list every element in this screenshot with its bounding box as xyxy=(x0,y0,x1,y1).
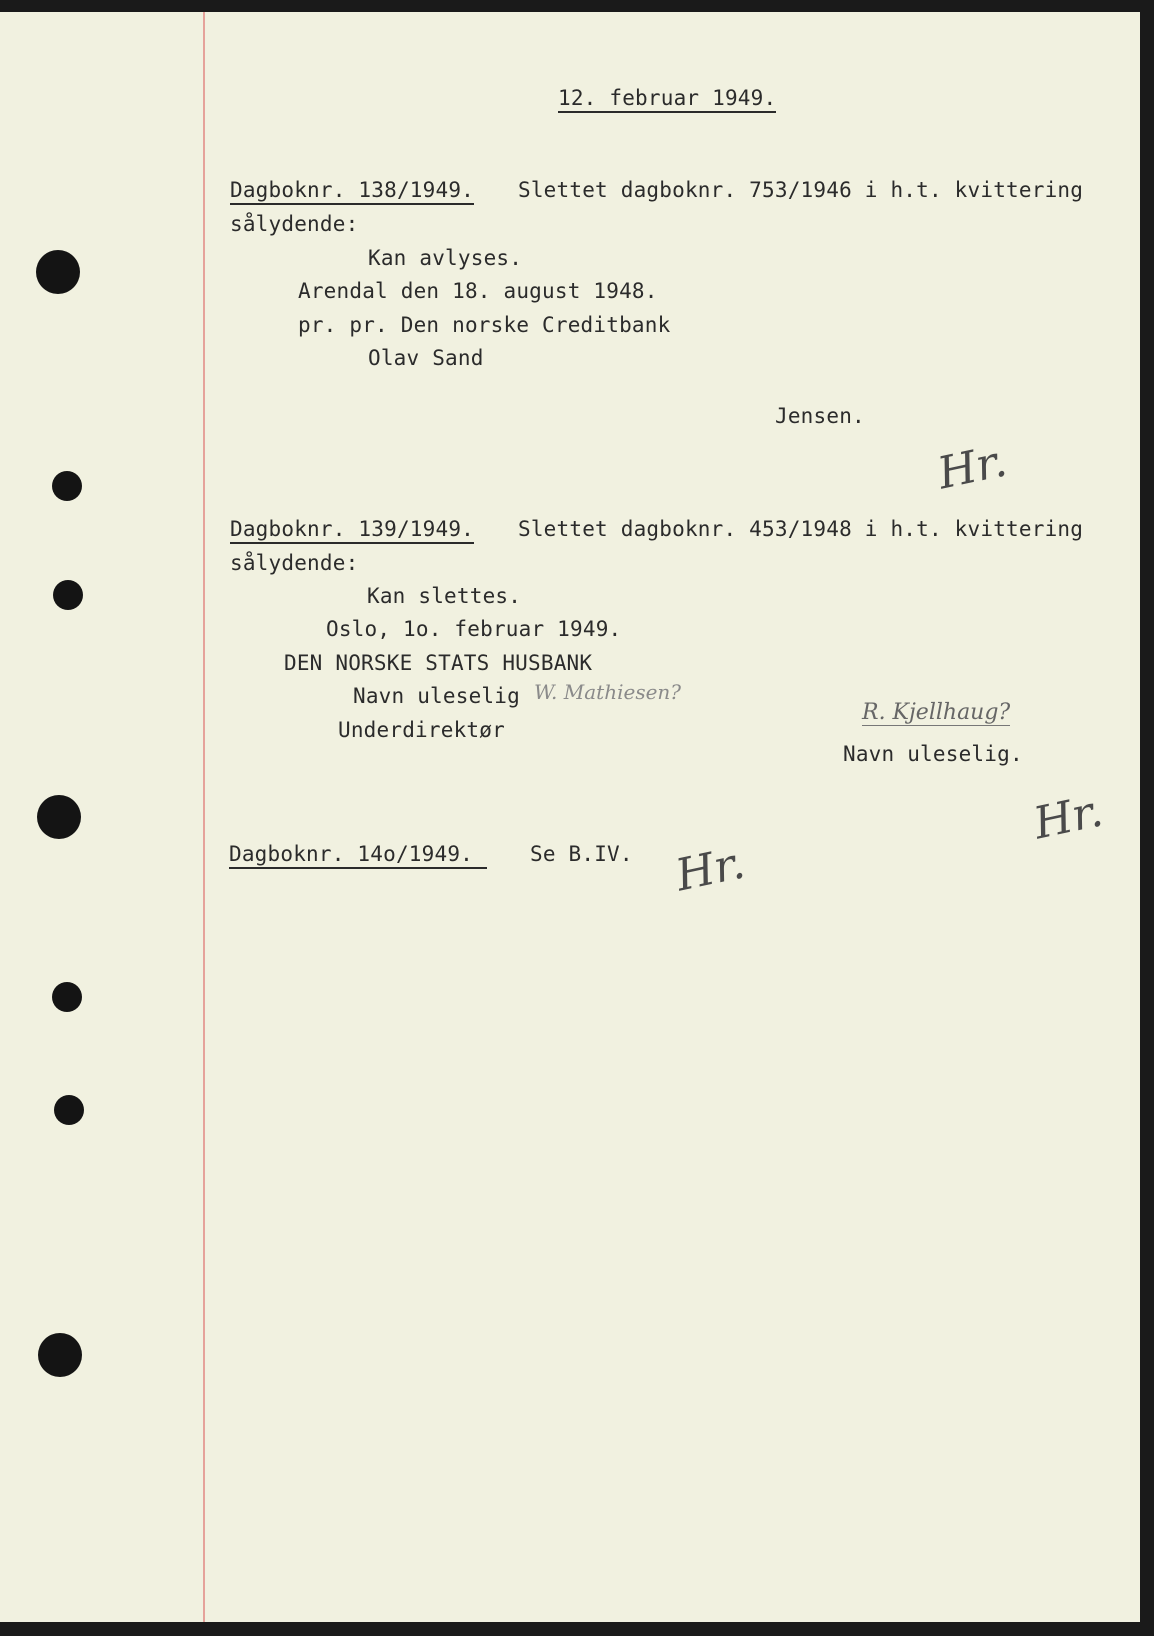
entry-text: Slettet dagboknr. 753/1946 i h.t. kvittering xyxy=(518,178,1084,202)
punch-hole xyxy=(52,471,82,501)
entry-line: pr. pr. Den norske Creditbank xyxy=(298,313,671,337)
entry-line: Navn uleselig xyxy=(353,684,520,708)
punch-hole xyxy=(37,795,81,839)
entry-line: Arendal den 18. august 1948. xyxy=(298,279,658,303)
entry-line: Kan avlyses. xyxy=(368,246,523,270)
punch-hole xyxy=(38,1333,82,1377)
entry-ref: Dagboknr. 139/1949. xyxy=(230,517,474,544)
entry-ref: Dagboknr. 14o/1949. xyxy=(229,842,487,869)
entry-ref: Dagboknr. 138/1949. xyxy=(230,178,474,205)
handwritten-initials: Hr. xyxy=(671,837,750,902)
entry-cont: sålydende: xyxy=(230,551,359,575)
entry-text: Se B.IV. xyxy=(530,842,633,866)
entry-cont: sålydende: xyxy=(230,212,359,236)
entry-line: Kan slettes. xyxy=(367,584,522,608)
entry-line: Oslo, 1o. februar 1949. xyxy=(326,617,622,641)
margin-line xyxy=(203,12,205,1622)
entry-text: Slettet dagboknr. 453/1948 i h.t. kvittering xyxy=(518,517,1084,541)
document-page xyxy=(0,12,1140,1622)
entry-line: Underdirektør xyxy=(338,718,505,742)
punch-hole xyxy=(54,1095,84,1125)
entry-signer: Navn uleselig. xyxy=(843,742,1023,766)
handwritten-name: W. Mathiesen? xyxy=(534,680,682,704)
entry-line: DEN NORSKE STATS HUSBANK xyxy=(284,651,593,675)
entry-line: Olav Sand xyxy=(368,346,484,370)
punch-hole xyxy=(53,580,83,610)
handwritten-initials: Hr. xyxy=(933,435,1012,500)
handwritten-initials: Hr. xyxy=(1029,785,1108,850)
date-heading: 12. februar 1949. xyxy=(558,86,776,113)
handwritten-signature: R. Kjellhaug? xyxy=(862,700,1011,725)
punch-hole xyxy=(52,982,82,1012)
entry-signer: Jensen. xyxy=(775,404,865,428)
punch-hole xyxy=(36,250,80,294)
